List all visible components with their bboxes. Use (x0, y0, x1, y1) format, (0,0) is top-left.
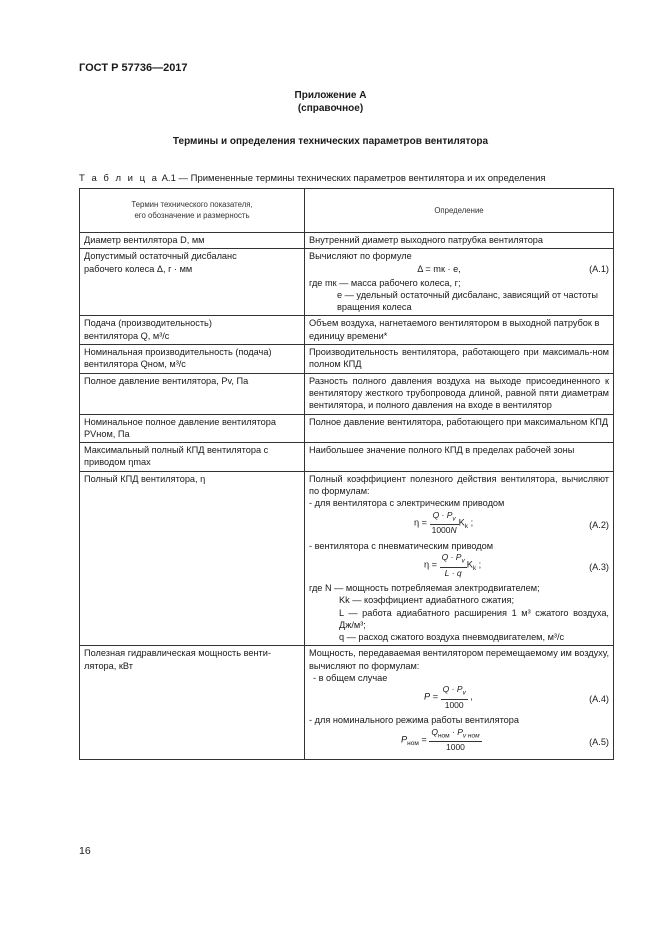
table-row (80, 471, 614, 646)
formula-a4 (309, 684, 609, 714)
term-cell: Полный КПД вентилятора, η (80, 471, 305, 646)
table-header-row (80, 189, 614, 233)
formula-expression: η = $\frac{Q \cdot P_v}{L \cdot q}$ $K_k$ ; (424, 551, 482, 578)
definition-cell: Объем воздуха, нагнетаемого вентилятором в выходной патрубок в единицу времени* (305, 316, 614, 345)
definition-cell: Полное давление вентилятора, работающего при максимальном КПД (305, 414, 614, 443)
term-cell: Номинальное полное давление вентилятора PVном, Па (80, 414, 305, 443)
formula-expression: η = $\frac{Q \cdot P_v}{1000N}$ $K_k$ ; (414, 509, 474, 536)
table-row (80, 345, 614, 374)
where-line: где N — мощность потребляемая электродвигателем; (309, 582, 540, 593)
term-cell: Максимальный полный КПД вентилятора с приводом ηmax (80, 443, 305, 472)
definition-cell (305, 471, 614, 646)
case-label: - в общем случае (313, 673, 388, 684)
formula-a3 (309, 552, 609, 582)
column-header-term: Термин технического показателя, его обозначение и размерность (80, 189, 305, 233)
case-label: - для вентилятора с электрическим приводом (309, 498, 505, 509)
term-cell: Номинальная производительность (подача) вентилятора Qном, м³/с (80, 345, 305, 374)
definition-cell: Внутренний диаметр выходного патрубка вентилятора (305, 233, 614, 249)
formula-number: (А.2) (589, 519, 609, 530)
term-cell: Подача (производительность) вентилятора Q, м³/с (80, 316, 305, 345)
formula-expression: Δ = mк · e, (417, 263, 461, 274)
formula-a1 (309, 263, 609, 277)
table-row (80, 414, 614, 443)
definition-cell (305, 249, 614, 316)
table-row (80, 646, 614, 759)
formula-number: (А.3) (589, 561, 609, 572)
term-cell: Полное давление вентилятора, Pv, Па (80, 373, 305, 414)
table-caption-number: А.1 (161, 173, 176, 184)
definition-intro: Вычисляют по формуле (309, 251, 412, 262)
where-line: e — удельный остаточный дисбаланс, зависящий от частоты вращения колеса (337, 289, 598, 313)
definition-cell: Разность полного давления воздуха на выходе присоединенного к вентилятору жесткого трубопровода длиной, равной пяти диаметрам вентилятора, и полного давления на входе в вентилятор (305, 373, 614, 414)
definition-intro: Полный коэффициент полезного действия вентилятора, вычисляют по формулам: (309, 473, 609, 497)
table-caption-text: — Примененные термины технических параметров вентилятора и их определения (178, 173, 546, 184)
appendix-title: Приложение А (294, 90, 367, 101)
definition-cell (305, 646, 614, 759)
document-code: ГОСТ Р 57736—2017 (79, 62, 188, 74)
case-label: - вентилятора с пневматическим приводом (309, 540, 494, 551)
column-header-definition: Определение (305, 189, 614, 233)
table-row (80, 443, 614, 472)
terms-table (79, 188, 614, 760)
case-label: - для номинального режима работы вентилятора (309, 715, 520, 726)
definition-cell: Наибольшее значение полного КПД в пределах рабочей зоны (305, 443, 614, 472)
table-row (80, 233, 614, 249)
appendix-subtitle: (справочное) (297, 103, 364, 114)
where-line: Kk — коэффициент адиабатного сжатия; (339, 595, 515, 606)
formula-number: (А.4) (589, 694, 609, 705)
table-row (80, 373, 614, 414)
table-row (80, 316, 614, 345)
formula-expression: P = $\frac{Q \cdot P_v}{1000}$ , (424, 684, 473, 710)
definition-intro: Мощность, передаваемая вентилятором перемещаемому им воздуху, вычисляют по формулам: (309, 648, 609, 671)
where-line: q — расход сжатого воздуха пневмодвигателем, м³/с (339, 632, 565, 643)
section-title: Термины и определения технических параметров вентилятора (172, 136, 489, 147)
page-number: 16 (79, 845, 91, 857)
term-cell: Полезная гидравлическая мощность венти- лятора, кВт (80, 646, 305, 759)
table-caption-label: Т а б л и ц а (79, 173, 159, 184)
formula-a2 (309, 510, 609, 540)
where-line: где mк — масса рабочего колеса, г; (309, 277, 461, 288)
table-row (80, 249, 614, 316)
table-caption (79, 173, 546, 184)
where-line: L — работа адиабатного расширения 1 м³ сжатого воздуха, Дж/м³; (339, 607, 609, 630)
definition-cell: Производительность вентилятора, работающего при максималь-ном полном КПД (305, 345, 614, 374)
formula-expression: $P_{ном}$ = $\frac{Q_{ном} \cdot P_{v ном}}{1000}$ (401, 726, 480, 753)
term-cell: Диаметр вентилятора D, мм (80, 233, 305, 249)
formula-number: (А.5) (589, 736, 609, 747)
formula-a5 (309, 727, 609, 757)
formula-number: (А.1) (589, 263, 609, 274)
term-cell: Допустимый остаточный дисбаланс рабочего колеса Δ, г · мм (80, 249, 305, 316)
